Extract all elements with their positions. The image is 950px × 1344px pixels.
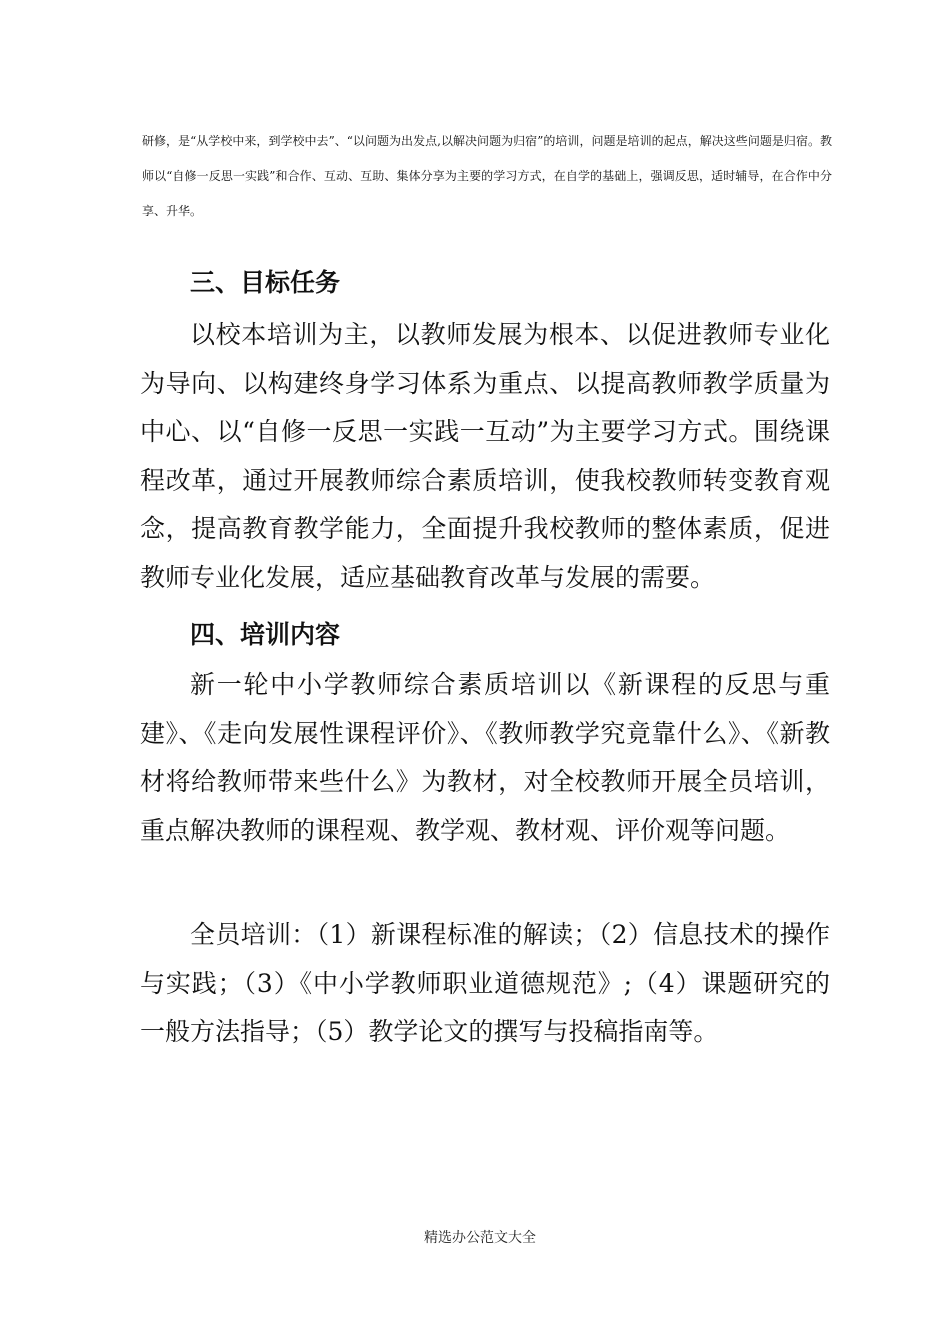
intro-paragraph: 研修，是“从学校中来，到学校中去”、“以问题为出发点,以解决问题为归宿”的培训，问题是培训的起点，解决这些问题是归宿。教师以“自修一反思一实践”和合作、互动、互助、集体分享为主要的学习方式，在自学的基础上，强调反思，适时辅导，在合作中分享、升华。 [142, 134, 832, 218]
page-footer: 精选办公范文大全 [424, 1230, 536, 1246]
full-staff-training-paragraph: 全员培训：（1）新课程标准的解读；（2）信息技术的操作与实践；（3）《中小学教师职业道德规范》;（4）课题研究的一般方法指导；（5）教学论文的撰写与投稿指南等。 [140, 920, 830, 1046]
section-heading-training-content: 四、培训内容 [190, 620, 341, 649]
section-heading-goals: 三、目标任务 [190, 268, 341, 297]
goals-paragraph: 以校本培训为主，以教师发展为根本、以促进教师专业化为导向、以构建终身学习体系为重点、以提高教师教学质量为中心、以“自修一反思一实践一互动”为主要学习方式。围绕课程改革，通过开展教师综合素质培训，使我校教师转变教育观念，提高教育教学能力，全面提升我校教师的整体素质，促进教师专业化发展，适应基础教育改革与发展的需要。 [140, 320, 830, 592]
training-content-paragraph: 新一轮中小学教师综合素质培训以《新课程的反思与重建》、《走向发展性课程评价》、《教师教学究竟靠什么》、《新教材将给教师带来些什么》为教材，对全校教师开展全员培训，重点解决教师的课程观、教学观、教材观、评价观等问题。 [140, 670, 830, 845]
